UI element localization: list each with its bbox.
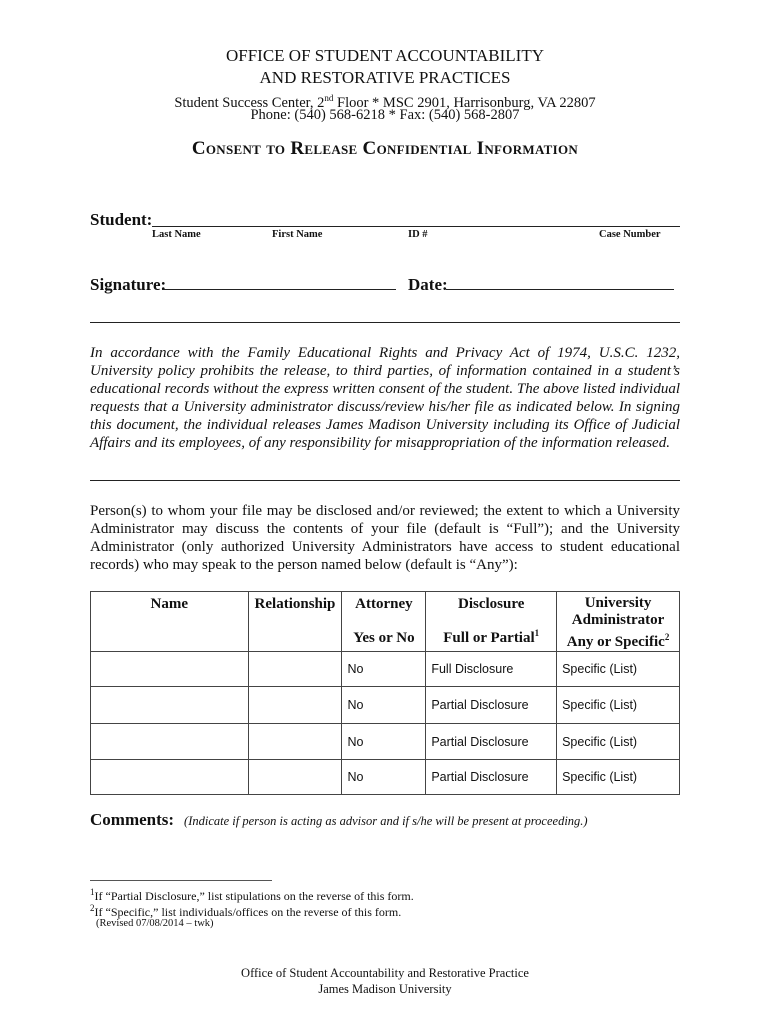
relationship-cell[interactable] (248, 652, 342, 687)
relationship-cell[interactable] (248, 724, 342, 760)
disclosure-select[interactable]: Partial Disclosure (426, 687, 557, 724)
header-administrator (557, 592, 680, 652)
footnote-1-text: If “Partial Disclosure,” list stipulations on the reverse of this form. (94, 889, 414, 903)
footnote-2-text: If “Specific,” list individuals/offices on the reverse of this form. (94, 905, 402, 919)
relationship-cell[interactable] (248, 760, 342, 795)
header-relationship: Relationship (248, 592, 342, 652)
header-admin-line1: University (584, 595, 652, 611)
header-attorney-sub: Yes or No (353, 630, 415, 646)
footnote-2-mark: 2 (90, 903, 95, 913)
administrator-select[interactable]: Specific (List) (557, 724, 680, 760)
header-disclosure (426, 592, 557, 652)
revision-note: (Revised 07/08/2014 – twk) (96, 918, 214, 929)
comments-label: Comments: (90, 810, 175, 829)
ferpa-paragraph: In accordance with the Family Educational Rights and Privacy Act of 1974, U.S.C. 1232, University policy prohibits the release, to third parties, of information contained in a student’s educational records without the express written consent of the student. The above listed individual requests that a University administrator discuss/review his/her file as indicated below. In signing this document, the individual releases James Madison University including its Office of Judicial Affairs and its employees, of any responsibility for misappropriation of the information released. (90, 345, 680, 451)
signature-label: Signature: (90, 275, 167, 294)
signature-input-line[interactable] (162, 289, 396, 290)
student-label: Student: (90, 210, 153, 229)
office-phone: Phone: (540) 568-6218 * Fax: (540) 568-2807 (250, 107, 520, 123)
header-attorney-label: Attorney (355, 596, 413, 612)
table-header-row (91, 592, 680, 652)
administrator-select[interactable]: Specific (List) (557, 687, 680, 724)
header-name: Name (91, 592, 249, 652)
footer-university: James Madison University (318, 982, 452, 996)
relationship-cell[interactable] (248, 687, 342, 724)
header-disclosure-sub (426, 628, 556, 647)
id-label: ID # (408, 229, 428, 240)
footer-office: Office of Student Accountability and Restorative Practice (241, 966, 529, 980)
disclosure-footnote-mark: 1 (534, 628, 540, 638)
disclosure-table (90, 591, 680, 795)
attorney-select[interactable]: No (342, 760, 426, 795)
office-name-line2: AND RESTORATIVE PRACTICES (259, 68, 511, 87)
disclosure-sub-text: Full or Partial (443, 630, 535, 646)
name-cell[interactable] (91, 760, 249, 795)
administrator-select[interactable]: Specific (List) (557, 652, 680, 687)
header-admin-sub (557, 629, 679, 651)
comments-note: (Indicate if person is acting as advisor and if s/he will be present at proceeding.) (184, 814, 588, 828)
separator-top (90, 322, 680, 323)
date-label: Date: (408, 275, 448, 294)
header-admin-line2: Administrator (571, 612, 665, 628)
student-input-line[interactable] (152, 226, 680, 227)
last-name-label: Last Name (152, 229, 201, 240)
comments-row (90, 810, 588, 830)
persons-paragraph: Person(s) to whom your file may be disclosed and/or reviewed; the extent to which a University Administrator may discuss the contents of your file (default is “Full”); and the University Administrator (only authorized University Administrators have access to student educational records) who may speak to the person named below (default is “Any”): (90, 503, 680, 573)
header-disclosure-label: Disclosure (458, 596, 525, 612)
administrator-select[interactable]: Specific (List) (557, 760, 680, 795)
office-name-line1: OFFICE OF STUDENT ACCOUNTABILITY (225, 46, 545, 65)
case-number-label: Case Number (599, 229, 661, 240)
admin-footnote-mark: 2 (664, 632, 670, 642)
attorney-select[interactable]: No (342, 687, 426, 724)
header-attorney (342, 592, 426, 652)
table-row (91, 760, 680, 795)
table-row (91, 652, 680, 687)
first-name-label: First Name (272, 229, 323, 240)
disclosure-select[interactable]: Partial Disclosure (426, 760, 557, 795)
attorney-select[interactable]: No (342, 724, 426, 760)
attorney-select[interactable]: No (342, 652, 426, 687)
name-cell[interactable] (91, 687, 249, 724)
table-row (91, 687, 680, 724)
address-post: Floor * MSC 2901, Harrisonburg, VA 22807 (333, 94, 596, 111)
separator-mid (90, 480, 680, 481)
table-row (91, 724, 680, 760)
name-cell[interactable] (91, 724, 249, 760)
address-pre: Student Success Center, 2 (174, 94, 325, 111)
footnote-1-mark: 1 (90, 887, 95, 897)
name-cell[interactable] (91, 652, 249, 687)
disclosure-select[interactable]: Partial Disclosure (426, 724, 557, 760)
footnote-rule (90, 880, 272, 881)
admin-sub-text: Any or Specific (566, 634, 665, 650)
date-input-line[interactable] (446, 289, 674, 290)
form-title: Consent to Release Confidential Information (191, 138, 579, 159)
address-sup: nd (324, 93, 334, 103)
disclosure-select[interactable]: Full Disclosure (426, 652, 557, 687)
